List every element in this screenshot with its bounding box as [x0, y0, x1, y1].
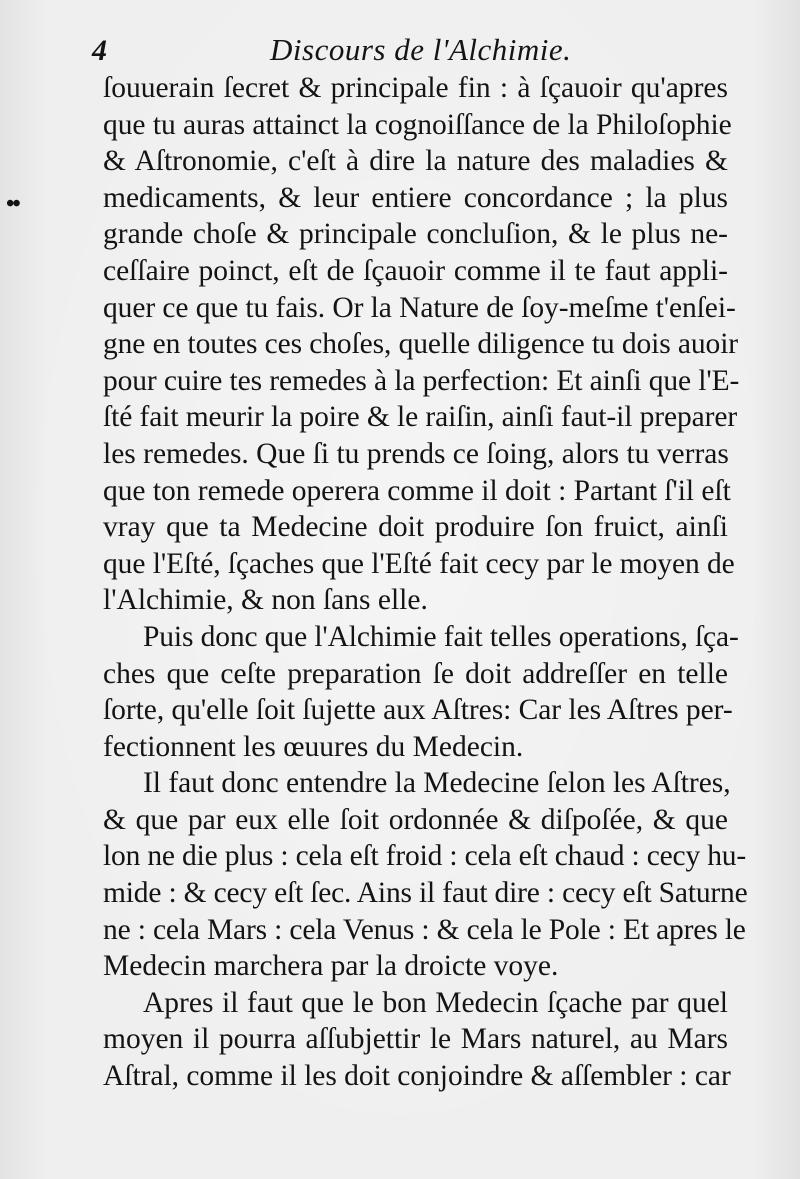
text-line: moyen il pourra aſſubjettir le Mars naturel, au Mars — [103, 1023, 728, 1056]
text-line: mide : & cecy eſt ſec. Ains il faut dire : cecy eſt Saturne — [103, 877, 748, 910]
margin-mark: •• — [6, 191, 19, 217]
running-title: Discours de l'Alchimie. — [270, 32, 572, 67]
text-line: vray que ta Medecine doit produire ſon fruict, ainſi — [103, 511, 728, 544]
text-line: que ton remede operera comme il doit : Partant ſ'il eſt — [103, 474, 731, 507]
text-line: ne : cela Mars : cela Venus : & cela le Pole : Et apres le — [103, 913, 746, 946]
text-line: Puis donc que l'Alchimie fait telles operations, ſça- — [143, 620, 739, 653]
text-line: ches que ceſte preparation ſe doit addreſſer en telle — [103, 657, 728, 690]
text-line: ſté fait meurir la poire & le raiſin, ainſi faut-il preparer — [103, 401, 738, 434]
text-line: quer ce que tu fais. Or la Nature de ſoy-meſme t'enſei- — [103, 291, 736, 324]
text-line: Medecin marchera par la droicte voye. — [103, 950, 559, 983]
text-line: & que par eux elle ſoit ordonnée & diſpoſée, & que — [103, 803, 728, 836]
text-line: que tu auras attainct la cognoiſſance de la Philoſophie — [103, 108, 732, 141]
text-line: pour cuire tes remedes à la perfection: Et ainſi que l'E- — [103, 364, 740, 397]
text-line: medicaments, & leur entiere concordance ; la plus — [103, 181, 728, 214]
text-line: ceſſaire poinct, eſt de ſçauoir comme il te faut appli- — [103, 254, 728, 287]
text-line: gne en toutes ces choſes, quelle diligence tu dois auoir — [103, 328, 739, 361]
paragraph-3 — [103, 765, 748, 985]
paragraph-4 — [103, 985, 731, 1095]
text-line: ſouuerain ſecret & principale fin : à ſçauoir qu'apres — [103, 72, 728, 104]
text-line: l'Alchimie, & non ſans elle. — [103, 584, 428, 617]
paragraph-1 — [103, 70, 740, 619]
body-text — [103, 70, 748, 1095]
text-line: & Aſtronomie, c'eſt à dire la nature des maladies & — [103, 145, 728, 178]
text-line: Il faut donc entendre la Medecine ſelon les Aſtres, — [143, 767, 731, 800]
text-line: lon ne die plus : cela eſt froid : cela eſt chaud : cecy hu- — [103, 840, 747, 873]
page-number: 4 — [92, 34, 107, 67]
text-line: grande choſe & principale concluſion, & le plus ne- — [103, 218, 728, 251]
text-line: ſorte, qu'elle ſoit ſujette aux Aſtres: Car les Aſtres per- — [103, 694, 733, 727]
paragraph-2 — [103, 619, 739, 765]
text-line: Aſtral, comme il les doit conjoindre & aſſembler : car — [103, 1060, 731, 1093]
page-header — [0, 30, 800, 70]
text-line: que l'Eſté, ſçaches que l'Eſté fait cecy par le moyen de — [103, 547, 735, 580]
text-line: les remedes. Que ſi tu prends ce ſoing, alors tu verras — [103, 437, 729, 470]
text-line: Apres il faut que le bon Medecin ſçache par quel — [143, 986, 728, 1019]
text-line: fectionnent les œuures du Medecin. — [103, 730, 524, 763]
